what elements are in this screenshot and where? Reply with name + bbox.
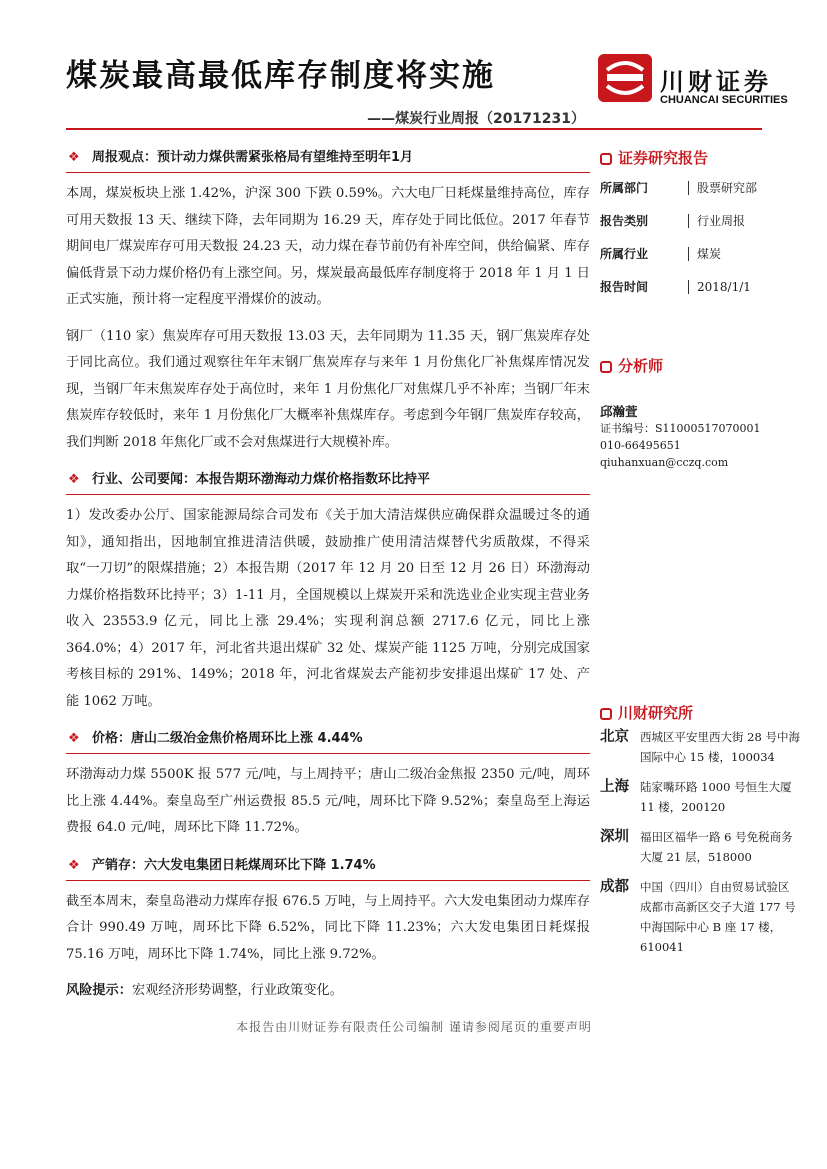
risk-warning xyxy=(66,978,590,1004)
report-title: 煤炭最高最低库存制度将实施 xyxy=(66,58,495,94)
analyst-heading: 分析师 xyxy=(600,352,800,380)
office-beijing: 北京 西城区平安里西大街 28 号中海国际中心 15 楼，100034 xyxy=(600,729,800,764)
paragraph: 钢厂（110 家）焦炭库存可用天数报 13.03 天，去年同期为 11.35 天，钢厂焦炭库存处于同比高位。我们通过观察往年年末钢厂焦炭库存与来年 1 月份焦化厂补焦煤库情况发现，当钢厂年末焦炭库存处于高位时，来年 1 月份焦化厂对焦煤几乎不补库；当钢厂年末焦炭库存较低时，来年 1 月份焦化厂大概率补焦煤库存。考虑到今年钢厂焦炭库存较高，我们判断 2018 年焦化厂或不会对焦煤进行大规模补库。 xyxy=(66,328,590,450)
main-column xyxy=(66,144,590,1004)
paragraph: 1）发改委办公厅、国家能源局综合司发布《关于加大清洁煤供应确保群众温暖过冬的通知》，通知指出，因地制宜推进清洁供暖，鼓励推广使用清洁煤替代劣质散煤，不得采取“一刀切”的限煤措施；2）本报告期（2017 年 12 月 20 日至 12 月 26 日）环渤海动力煤价格指数环比持平；3）1-11 月，全国规模以上煤炭开采和洗选业企业实现主营业务收入 23553.9 亿元，同比上涨 29.4%；实现利润总额 2717.6 亿元，同比上涨 364.0%；4）2017 年，河北省共退出煤矿 32 处、煤炭产能 1125 万吨，分别完成国家考核目标的 291%、149%；2018 年，河北省煤炭去产能初步安排退出煤矿 17 处、产能 1062 万吨。 xyxy=(66,508,590,709)
paragraph: 环渤海动力煤 5500K 报 577 元/吨，与上周持平；唐山二级冶金焦报 2350 元/吨，周环比上涨 4.44%。秦皇岛至广州运费报 85.5 元/吨，周环比下降 9.52%；秦皇岛至上海运费报 64.0 元/吨，周环比下降 11.72%。 xyxy=(66,767,590,835)
section-heading-news: ❖ 行业、公司要闻：本报告期环渤海动力煤价格指数环比持平 xyxy=(66,466,590,495)
logo-mark-icon xyxy=(598,54,652,102)
paragraph: 截至本周末，秦皇岛港动力煤库存报 676.5 万吨，与上周持平。六大发电集团动力煤库存合计 990.49 万吨，周环比下降 6.52%，同比下降 11.23%；六大发电集团日耗煤报 75.16 万吨，周环比下降 1.74%，同比上涨 9.72%。 xyxy=(66,893,590,962)
risk-text: 宏观经济形势调整，行业政策变化。 xyxy=(131,983,343,998)
analyst-email: qiuhanxuan@cczq.com xyxy=(600,456,729,469)
square-bullet-icon xyxy=(600,361,612,373)
square-bullet-icon xyxy=(600,153,612,165)
meta-row-department: 所属部门 股票研究部 xyxy=(600,181,758,195)
meta-row-date: 报告时间 2018/1/1 xyxy=(600,280,751,294)
section-heading-price: ❖ 价格：唐山二级冶金焦价格周环比上涨 4.44% xyxy=(66,725,590,754)
office-shanghai: 上海 陆家嘴环路 1000 号恒生大厦 11 楼，200120 xyxy=(600,779,792,814)
risk-label: 风险提示： xyxy=(66,983,132,998)
header-divider xyxy=(66,128,762,130)
section-heading-supply: ❖ 产销存：六大发电集团日耗煤周环比下降 1.74% xyxy=(66,852,590,881)
report-subtitle: ——煤炭行业周报（20171231） xyxy=(367,111,585,127)
page-footer: 本报告由川财证券有限责任公司编制 谨请参阅尾页的重要声明 xyxy=(236,1020,592,1034)
meta-row-industry: 所属行业 煤炭 xyxy=(600,247,722,261)
side-column xyxy=(600,144,800,967)
institute-heading: 川财研究所 xyxy=(600,699,800,727)
analyst-phone: 010-66495651 xyxy=(600,439,681,452)
diamond-bullet-icon: ❖ xyxy=(68,857,80,873)
diamond-bullet-icon: ❖ xyxy=(68,150,80,165)
logo-english-name: CHUANCAI SECURITIES xyxy=(660,94,788,106)
analyst-cert: 证书编号：S1100051707000​1 xyxy=(600,422,761,435)
report-info-heading: 证券研究报告 xyxy=(600,144,800,172)
section-heading-view: ❖ 周报观点：预计动力煤供需紧张格局有望维持至明年1月 xyxy=(66,144,590,173)
company-logo xyxy=(598,52,798,110)
office-chengdu: 成都 中国（四川）自由贸易试验区成都市高新区交子大道 177 号中海国际中心 B 座 17 楼，610041 xyxy=(600,879,796,954)
analyst-name: 邱瀚萱 xyxy=(600,404,638,419)
office-shenzhen: 深圳 福田区福华一路 6 号免税商务大厦 21 层，518000 xyxy=(600,829,793,864)
meta-row-category: 报告类别 行业周报 xyxy=(600,214,746,228)
logo-chinese-name: 川财证券 xyxy=(660,68,772,96)
square-bullet-icon xyxy=(600,708,612,720)
diamond-bullet-icon: ❖ xyxy=(68,731,80,746)
diamond-bullet-icon: ❖ xyxy=(68,472,80,487)
paragraph: 本周，煤炭板块上涨 1.42%，沪深 300 下跌 0.59%。六大电厂日耗煤量维持高位，库存可用天数报 13 天、继续下降，去年同期为 16.29 天，库存处于同比低位。2017 年春节期间电厂煤炭库存可用天数报 24.23 天，动力煤在春节前仍有补库空间，供给偏紧、库存偏低背景下动力煤价格仍有上涨空间。另，煤炭最高最低库存制度将于 2018 年 1 月 1 日正式实施，预计将一定程度平滑煤价的波动。 xyxy=(66,186,590,307)
